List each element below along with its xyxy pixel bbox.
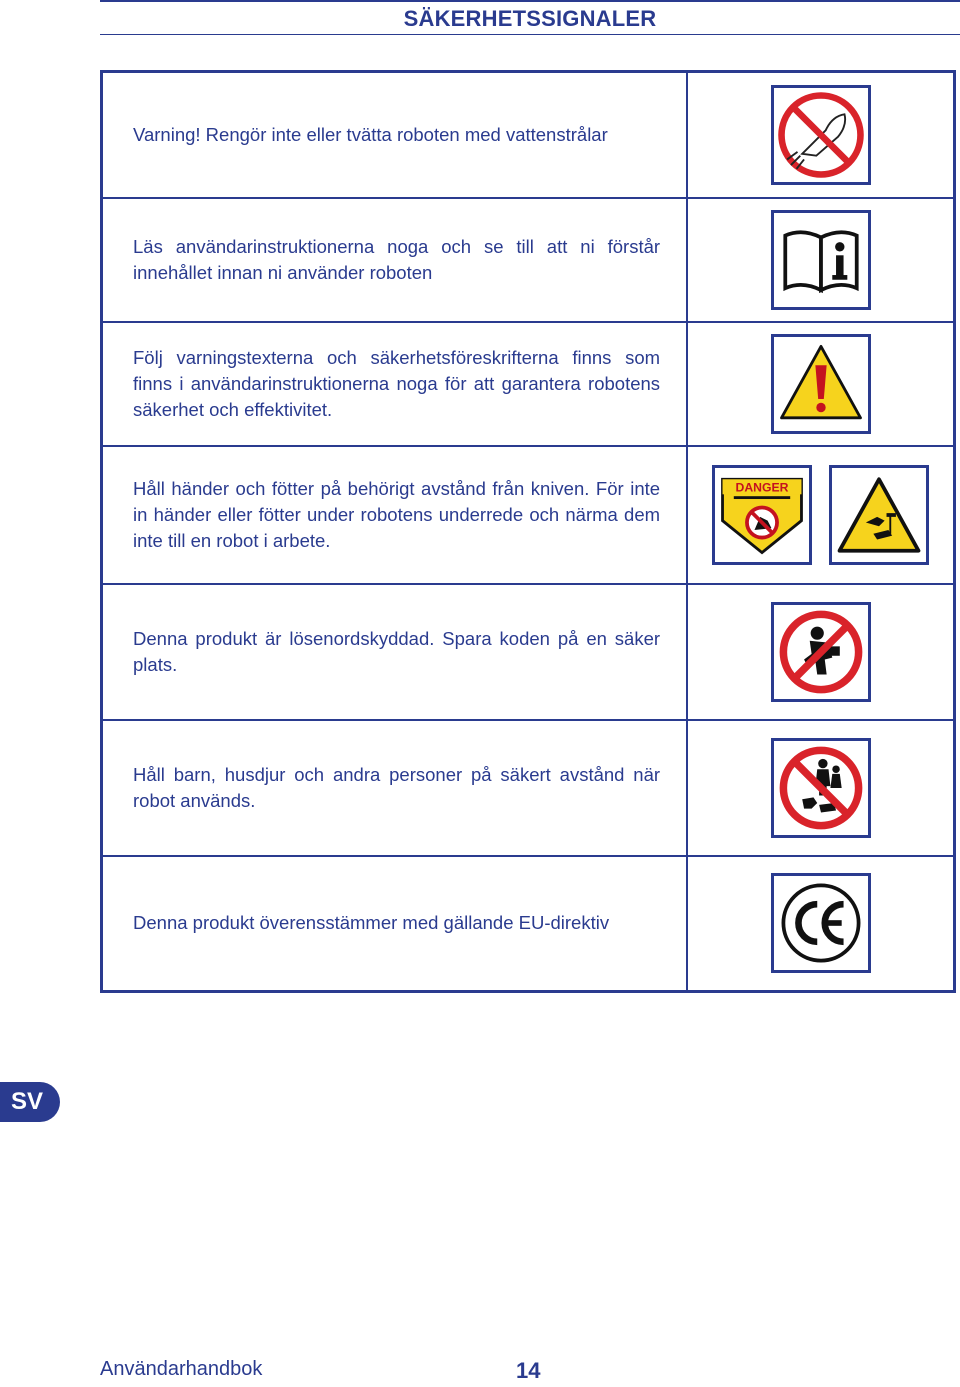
ce-mark-icon bbox=[771, 873, 871, 973]
row-icons bbox=[687, 856, 954, 992]
row-icons bbox=[687, 72, 954, 198]
no-theft-icon bbox=[771, 602, 871, 702]
table-row bbox=[102, 584, 955, 720]
row-icons bbox=[687, 446, 954, 584]
row-icons bbox=[687, 198, 954, 322]
row-text: Följ varningstexterna och säkerhetsföreskrifterna finns som finns i användarinstruktionerna noga för att garantera robotens säkerhet och effektivitet. bbox=[102, 322, 688, 446]
table-row bbox=[102, 72, 955, 198]
row-icons bbox=[687, 584, 954, 720]
no-children-pets-icon bbox=[771, 738, 871, 838]
page-number: 14 bbox=[516, 1358, 541, 1383]
warning-exclamation-icon bbox=[771, 334, 871, 434]
row-text: Läs användarinstruktionerna noga och se till att ni förstår innehållet innan ni använder roboten bbox=[102, 198, 688, 322]
row-text: Denna produkt är lösenordskyddad. Spara koden på en säker plats. bbox=[102, 584, 688, 720]
danger-blade-icon bbox=[712, 465, 812, 565]
table-row bbox=[102, 446, 955, 584]
top-rule bbox=[100, 0, 960, 2]
row-text: Varning! Rengör inte eller tvätta roboten med vattenstrålar bbox=[102, 72, 688, 198]
safety-signals-table bbox=[100, 70, 956, 993]
language-tab: SV bbox=[0, 1082, 60, 1122]
footer-label: Användarhandbok bbox=[100, 1358, 263, 1380]
row-text: Håll händer och fötter på behörigt avstånd från kniven. För inte in händer eller fötter under robotens underrede och närma dem inte till en robot i arbete. bbox=[102, 446, 688, 584]
read-manual-icon bbox=[771, 210, 871, 310]
table-row bbox=[102, 720, 955, 856]
row-text: Håll barn, husdjur och andra personer på säkert avstånd när robot används. bbox=[102, 720, 688, 856]
row-icons bbox=[687, 720, 954, 856]
table-row bbox=[102, 856, 955, 992]
no-water-jet-icon bbox=[771, 85, 871, 185]
hand-foot-blade-warning-icon bbox=[829, 465, 929, 565]
title-rule bbox=[100, 34, 960, 35]
table-row bbox=[102, 322, 955, 446]
page-title: SÄKERHETSSIGNALER bbox=[403, 6, 657, 31]
row-text: Denna produkt överensstämmer med gällande EU-direktiv bbox=[102, 856, 688, 992]
danger-label: DANGER bbox=[735, 480, 789, 494]
table-row bbox=[102, 198, 955, 322]
row-icons bbox=[687, 322, 954, 446]
